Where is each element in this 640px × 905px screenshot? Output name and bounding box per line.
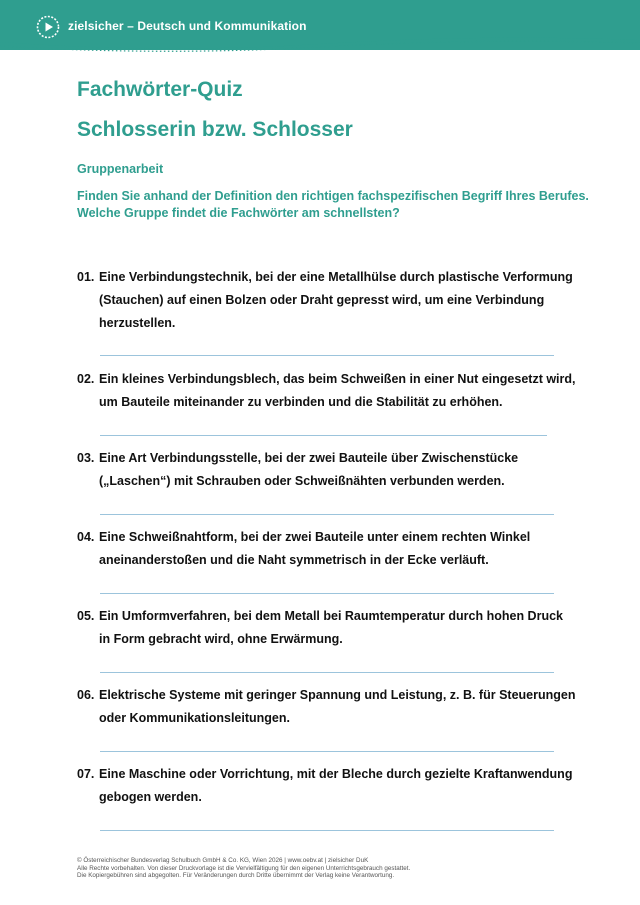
copyright-line: © Österreichischer Bundesverlag Schulbuch GmbH & Co. KG, Wien 2026 | www.oebv.at | zielsicher DuK: [77, 857, 369, 864]
question-text: Elektrische Systeme mit geringer Spannung und Leistung, z. B. für Steuerungen oder Kommunikationsleitungen.: [99, 688, 576, 725]
question-number: 06.: [77, 688, 95, 702]
footer: [77, 857, 577, 880]
page-title: Fachwörter-Quiz: [77, 78, 243, 101]
question-item: [77, 605, 577, 651]
answer-line[interactable]: [100, 751, 554, 752]
question-number: 01.: [77, 270, 95, 284]
question-number: 05.: [77, 609, 95, 623]
rights-line: Alle Rechte vorbehalten. Von dieser Druckvorlage ist die Vervielfältigung für den eigenen Unterrichtsgebrauch gestattet.: [77, 864, 411, 872]
play-icon: [36, 15, 60, 39]
question-number: 03.: [77, 451, 95, 465]
question-number: 07.: [77, 767, 95, 781]
instructions: Finden Sie anhand der Definition den richtigen fachspezifischen Begriff Ihres Berufes. Welche Gruppe findet die Fachwörter am schnellsten?: [77, 189, 589, 220]
answer-line[interactable]: [100, 355, 554, 356]
question-text: Eine Verbindungstechnik, bei der eine Metallhülse durch plastische Verformung (Stauchen) auf einen Bolzen oder Draht gepresst wird, um eine Verbindung herzustellen.: [99, 270, 573, 330]
answer-line[interactable]: [100, 514, 554, 515]
brand-name: zielsicher – Deutsch und Kommunikation: [68, 19, 307, 33]
answer-line[interactable]: [100, 435, 547, 436]
question-number: 02.: [77, 372, 95, 386]
header-wave-decoration: [0, 34, 640, 54]
page-subtitle: Schlosserin bzw. Schlosser: [77, 118, 353, 141]
question-item: [77, 447, 577, 493]
question-text: Ein Umformverfahren, bei dem Metall bei Raumtemperatur durch hohen Druck in Form gebracht wird, ohne Erwärmung.: [99, 609, 563, 646]
question-text: Eine Art Verbindungsstelle, bei der zwei Bauteile über Zwischenstücke („Laschen“) mit Schrauben oder Schweißnähten verbunden werden.: [99, 451, 519, 488]
question-text: Eine Maschine oder Vorrichtung, mit der Bleche durch gezielte Kraftanwendung gebogen werden.: [99, 767, 573, 804]
liability-line: Die Kopiergebühren sind abgegolten. Für Veränderungen durch Dritte übernimmt der Verlag keine Verantwortung.: [77, 872, 395, 880]
answer-line[interactable]: [100, 593, 554, 594]
question-number: 04.: [77, 530, 95, 544]
answer-line[interactable]: [100, 672, 554, 673]
question-item: [77, 368, 577, 414]
question-text: Eine Schweißnahtform, bei der zwei Bauteile unter einem rechten Winkel aneinanderstoßen und die Naht symmetrisch in der Ecke verläuft.: [99, 530, 531, 567]
question-item: [77, 684, 577, 730]
answer-line[interactable]: [100, 830, 554, 831]
question-item: [77, 266, 577, 335]
question-item: [77, 526, 577, 572]
question-item: [77, 763, 577, 809]
task-type: Gruppenarbeit: [77, 162, 164, 176]
question-text: Ein kleines Verbindungsblech, das beim Schweißen in einer Nut eingesetzt wird, um Bauteile miteinander zu verbinden und die Stabilität zu erhöhen.: [99, 372, 576, 409]
